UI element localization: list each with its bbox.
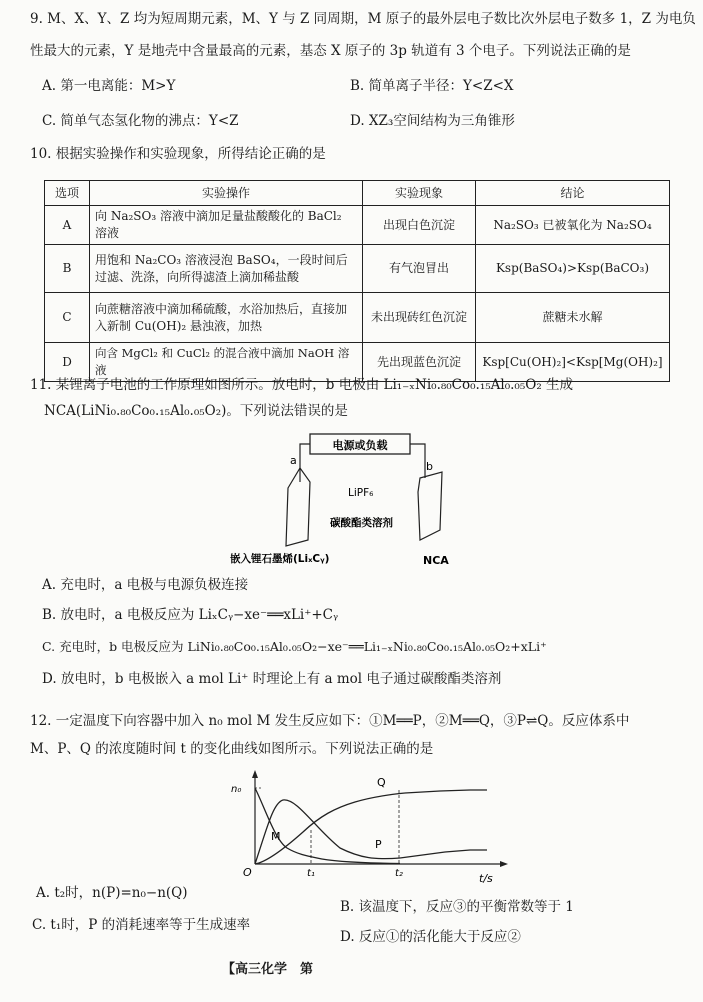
q11-option-d: D. 放电时，b 电极嵌入 a mol Li⁺ 时理论上有 a mol 电子通过碳酸酯类溶剂 — [42, 671, 502, 687]
electrode-a — [286, 468, 310, 546]
q9-option-c: C. 简单气态氢化物的沸点：Y<Z — [42, 113, 239, 129]
q9-option-a: A. 第一电离能：M>Y — [42, 78, 176, 94]
curve-m — [255, 788, 400, 864]
origin-label: O — [243, 866, 252, 879]
table-cell-operation: 向 Na₂SO₃ 溶液中滴加足量盐酸酸化的 BaCl₂ 溶液 — [90, 206, 363, 245]
table-cell-option: D — [45, 343, 90, 382]
wire-b — [410, 444, 425, 478]
concentration-time-graph — [225, 768, 515, 888]
table-cell-conclusion: Ksp[Cu(OH)₂]<Ksp[Mg(OH)₂] — [476, 343, 670, 382]
table-row — [45, 245, 670, 293]
table-cell-operation: 向蔗糖溶液中滴加稀硫酸，水浴加热后，直接加入新制 Cu(OH)₂ 悬浊液，加热 — [90, 293, 363, 343]
table-row — [45, 206, 670, 245]
experiment-table — [44, 180, 670, 382]
table-cell-phenomenon: 出现白色沉淀 — [363, 206, 476, 245]
table-cell-conclusion: 蔗糖未水解 — [476, 293, 670, 343]
curve-q-tail — [405, 790, 487, 793]
table-cell-phenomenon: 先出现蓝色沉淀 — [363, 343, 476, 382]
t2-label: t₂ — [395, 868, 403, 879]
page-footer: 【高三化学 第 — [222, 962, 314, 977]
right-electrode-label: NCA — [423, 554, 449, 567]
table-cell-operation: 用饱和 Na₂CO₃ 溶液浸泡 BaSO₄，一段时间后过滤、洗涤，向所得滤渣上滴加稀盐酸 — [90, 245, 363, 293]
table-cell-option: A — [45, 206, 90, 245]
electrode-a-label: a — [290, 454, 297, 467]
electrode-b — [418, 472, 442, 540]
electrode-b-label: b — [426, 460, 433, 473]
load-label: 电源或负载 — [332, 439, 388, 452]
table-cell-phenomenon: 未出现砖红色沉淀 — [363, 293, 476, 343]
table-header-option: 选项 — [45, 181, 90, 206]
q11-option-a: A. 充电时，a 电极与电源负极连接 — [42, 577, 249, 593]
q10-stem: 10. 根据实验操作和实验现象，所得结论正确的是 — [30, 146, 326, 162]
table-cell-option: B — [45, 245, 90, 293]
curve-p-label: P — [375, 838, 382, 851]
table-row — [45, 293, 670, 343]
table-cell-conclusion: Ksp(BaSO₄)>Ksp(BaCO₃) — [476, 245, 670, 293]
q9-stem-line2: 性最大的元素，Y 是地壳中含量最高的元素，基态 X 原子的 3p 轨道有 3 个电子。下列说法正确的是 — [30, 43, 631, 59]
table-cell-option: C — [45, 293, 90, 343]
q12-option-d: D. 反应①的活化能大于反应② — [340, 929, 521, 945]
wire-a — [300, 444, 310, 482]
q12-option-c: C. t₁时，P 的消耗速率等于生成速率 — [32, 917, 251, 933]
electrolyte-salt-label: LiPF₆ — [348, 487, 374, 499]
table-header-phenomenon: 实验现象 — [363, 181, 476, 206]
q9-option-d: D. XZ₃空间结构为三角锥形 — [350, 113, 515, 129]
x-axis-label: t/s — [479, 872, 493, 885]
curve-q-label: Q — [377, 776, 386, 789]
table-cell-conclusion: Na₂SO₃ 已被氧化为 Na₂SO₄ — [476, 206, 670, 245]
q12-option-a: A. t₂时，n(P)=n₀−n(Q) — [36, 885, 188, 901]
table-header-row — [45, 181, 670, 206]
table-header-operation: 实验操作 — [90, 181, 363, 206]
curve-p-tail — [400, 850, 487, 858]
q11-stem-line1: 11. 某锂离子电池的工作原理如图所示。放电时，b 电极由 Li₁₋ₓNi₀.₈₀Co₀.₁₅Al₀.₀₅O₂ 生成 — [30, 377, 574, 393]
q11-option-b: B. 放电时，a 电极反应为 LiₓCᵧ−xe⁻══xLi⁺+Cᵧ — [42, 607, 339, 623]
q12-stem-line1: 12. 一定温度下向容器中加入 n₀ mol M 发生反应如下：①M══P，②M══Q，③P⇌Q。反应体系中 — [30, 713, 630, 729]
q9-option-b: B. 简单离子半径：Y<Z<X — [350, 78, 514, 94]
x-axis-arrow — [500, 861, 508, 867]
q9-stem-line1: 9. M、X、Y、Z 均为短周期元素，M、Y 与 Z 同周期，M 原子的最外层电子数比次外层电子数多 1，Z 为电负 — [30, 11, 696, 27]
table-cell-phenomenon: 有气泡冒出 — [363, 245, 476, 293]
table-cell-operation: 向含 MgCl₂ 和 CuCl₂ 的混合液中滴加 NaOH 溶液 — [90, 343, 363, 382]
footer-fade-overlay — [360, 952, 703, 1002]
curve-m-label: M — [271, 830, 281, 843]
q12-option-b: B. 该温度下，反应③的平衡常数等于 1 — [340, 899, 574, 915]
q12-stem-line2: M、P、Q 的浓度随时间 t 的变化曲线如图所示。下列说法正确的是 — [30, 741, 434, 757]
t1-label: t₁ — [307, 868, 315, 879]
q11-option-c: C. 充电时，b 电极反应为 LiNi₀.₈₀Co₀.₁₅Al₀.₀₅O₂−xe⁻══Li₁₋ₓNi₀.₈₀Co₀.₁₅Al₀.₀₅O₂+xLi⁺ — [42, 639, 547, 654]
battery-diagram — [230, 428, 490, 572]
left-electrode-label: 嵌入锂石墨烯(LiₓCᵧ) — [230, 553, 330, 565]
n0-label: n₀ — [231, 784, 242, 795]
q11-stem-line2: NCA(LiNi₀.₈₀Co₀.₁₅Al₀.₀₅O₂)。下列说法错误的是 — [44, 403, 348, 419]
table-header-conclusion: 结论 — [476, 181, 670, 206]
electrolyte-solvent-label: 碳酸酯类溶剂 — [330, 517, 393, 529]
y-axis-arrow — [252, 770, 258, 778]
